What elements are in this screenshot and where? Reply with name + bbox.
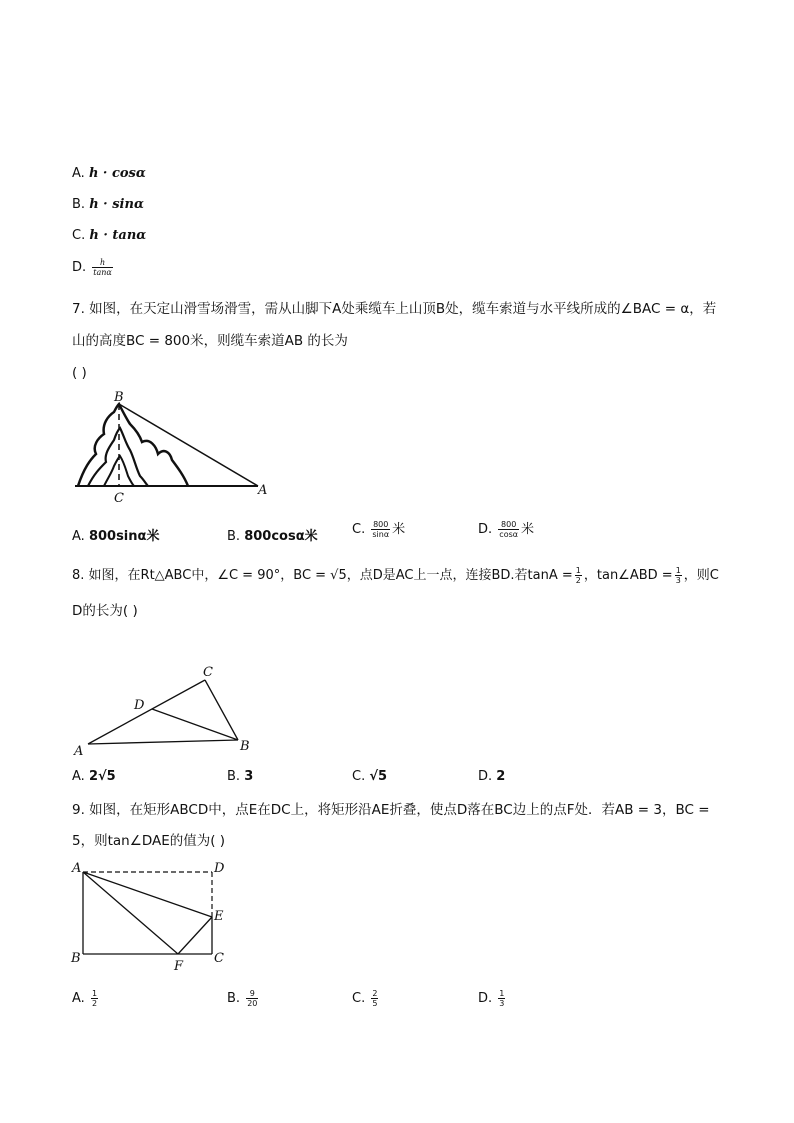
option-text: h · cosα — [88, 166, 146, 181]
q8-stem-line2: D的长为( ) — [72, 603, 138, 619]
fraction-denominator: cosα — [499, 530, 519, 539]
mountain-inner — [104, 456, 134, 486]
option-fraction — [371, 989, 378, 1008]
q8-option-b[interactable] — [227, 769, 253, 784]
fraction-tan-abd — [675, 566, 682, 585]
option-letter: C. — [352, 769, 366, 784]
q6-option-a[interactable] — [72, 166, 146, 181]
q8-triangle-figure — [70, 660, 270, 760]
option-text: 3 — [244, 769, 254, 784]
fraction-numerator: 1 — [675, 566, 681, 575]
fraction-denominator: 2 — [575, 576, 581, 585]
q9-stem-line1: 9. 如图，在矩形ABCD中，点E在DC上，将矩形沿AE折叠，使点D落在BC边上的点F处．若AB = 3，BC = — [72, 802, 710, 818]
option-text: 2√5 — [88, 769, 116, 784]
fraction-denominator: 5 — [372, 999, 378, 1008]
q7-answer-paren: ( ) — [72, 365, 87, 381]
side-ab — [88, 740, 238, 744]
segment-ae — [83, 872, 212, 917]
option-fraction — [498, 989, 505, 1008]
option-letter: A. — [72, 769, 85, 784]
option-fraction — [246, 989, 258, 1008]
label-a: A — [72, 861, 82, 876]
label-b: B — [71, 951, 81, 966]
label-d: D — [134, 698, 145, 713]
option-letter: A. — [72, 166, 85, 181]
side-bc — [205, 680, 238, 740]
q6-option-d[interactable] — [72, 258, 115, 277]
fraction-numerator: 1 — [91, 989, 98, 998]
q8-stem-line1 — [72, 566, 719, 585]
option-letter: B. — [227, 769, 241, 784]
option-letter: B. — [72, 197, 86, 212]
fraction-numerator: h — [99, 258, 106, 267]
label-c: C — [214, 951, 224, 966]
option-fraction — [371, 520, 390, 539]
fraction-denominator: 20 — [247, 999, 258, 1008]
fraction-denominator: 3 — [675, 576, 681, 585]
option-text: √5 — [369, 769, 388, 784]
option-letter: A. — [72, 991, 85, 1006]
option-text: 800sinα米 — [88, 529, 160, 544]
q9-option-d[interactable] — [478, 989, 507, 1008]
option-text: 800cosα米 — [244, 529, 318, 544]
label-e: E — [214, 909, 224, 924]
q6-option-b[interactable] — [72, 197, 144, 212]
segment-fe — [178, 917, 212, 954]
label-c: C — [114, 491, 124, 506]
q7-option-c[interactable] — [352, 518, 405, 539]
option-letter: D. — [478, 769, 493, 784]
fraction-denominator: 3 — [499, 999, 505, 1008]
label-f: F — [174, 959, 184, 974]
label-a: A — [74, 744, 84, 759]
option-letter: D. — [72, 260, 87, 275]
label-c: C — [203, 665, 213, 680]
fraction-numerator: 1 — [575, 566, 581, 575]
option-suffix: 米 — [392, 522, 406, 537]
option-letter: A. — [72, 529, 85, 544]
option-letter: C. — [352, 522, 366, 537]
q7-option-a[interactable] — [72, 525, 159, 544]
option-letter: C. — [352, 991, 366, 1006]
option-text: 2 — [496, 769, 506, 784]
q8-stem-part1: 8. 如图，在Rt△ABC中，∠C = 90°，BC = √5，点D是AC上一点，连接BD.若tanA = — [72, 568, 573, 583]
q7-option-d[interactable] — [478, 518, 534, 539]
q8-stem-part3: ，则C — [683, 568, 719, 583]
q8-stem-part2: ，tan∠ABD = — [583, 568, 673, 583]
fraction-denominator: 2 — [91, 999, 98, 1008]
q7-mountain-figure — [70, 388, 280, 508]
option-letter: B. — [227, 529, 241, 544]
fraction-denominator: sinα — [372, 530, 390, 539]
fraction-numerator: 800 — [501, 520, 517, 529]
label-b: B — [240, 739, 250, 754]
q9-rectangle-figure — [66, 858, 241, 976]
label-a: A — [258, 483, 268, 498]
label-b: B — [114, 390, 124, 405]
q8-option-a[interactable] — [72, 769, 116, 784]
option-fraction — [498, 520, 519, 539]
fraction-numerator: 9 — [249, 989, 255, 998]
option-text: h · sinα — [89, 197, 144, 212]
q9-option-c[interactable] — [352, 989, 380, 1008]
segment-bd — [152, 709, 238, 740]
option-fraction — [91, 989, 98, 1008]
fraction-denominator: tanα — [93, 268, 112, 277]
q7-option-b[interactable] — [227, 525, 318, 544]
q9-option-b[interactable] — [227, 989, 260, 1008]
q9-stem-line2: 5，则tan∠DAE的值为( ) — [72, 833, 226, 849]
segment-af — [83, 872, 178, 954]
side-ac — [88, 680, 205, 744]
q7-stem-line1: 7. 如图，在天定山滑雪场滑雪，需从山脚下A处乘缆车上山顶B处，缆车索道与水平线所成的∠BAC = α，若 — [72, 301, 717, 317]
q9-option-a[interactable] — [72, 989, 100, 1008]
q8-option-d[interactable] — [478, 769, 505, 784]
q7-stem-line2: 山的高度BC = 800米，则缆车索道AB 的长为 — [72, 333, 348, 349]
q8-option-c[interactable] — [352, 769, 387, 784]
fraction-tan-a — [575, 566, 582, 585]
option-suffix: 米 — [521, 522, 535, 537]
fraction-numerator: 800 — [373, 520, 389, 529]
fraction-numerator: 1 — [499, 989, 505, 998]
option-fraction — [92, 258, 113, 277]
option-letter: C. — [72, 228, 86, 243]
label-d: D — [214, 861, 225, 876]
fraction-numerator: 2 — [372, 989, 378, 998]
option-letter: D. — [478, 522, 493, 537]
option-letter: D. — [478, 991, 493, 1006]
option-text: h · tanα — [89, 228, 147, 243]
q6-option-c[interactable] — [72, 228, 146, 243]
option-letter: B. — [227, 991, 241, 1006]
